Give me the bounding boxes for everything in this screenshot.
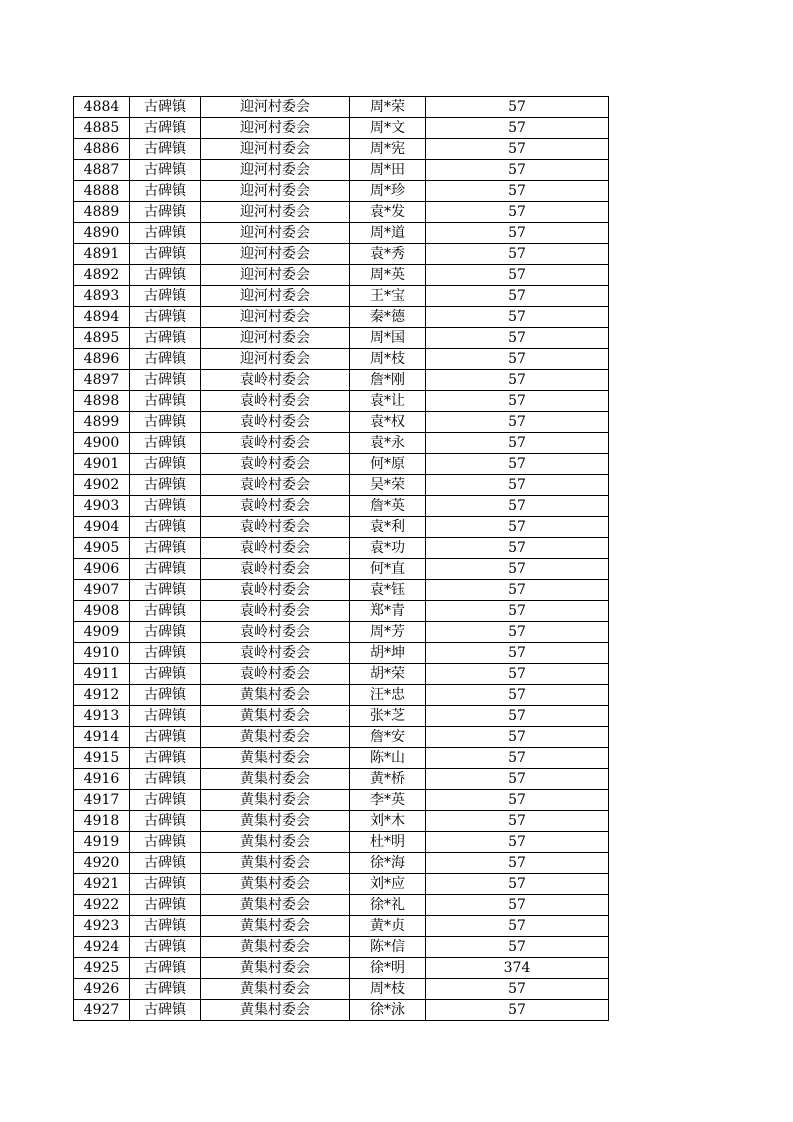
name-cell: 周*宪 (350, 139, 426, 160)
index-cell: 4911 (74, 664, 130, 685)
village-committee-cell: 迎河村委会 (201, 202, 350, 223)
table-row (74, 895, 609, 916)
town-cell: 古碑镇 (130, 811, 201, 832)
index-cell: 4886 (74, 139, 130, 160)
village-committee-cell: 黄集村委会 (201, 1000, 350, 1021)
amount-cell: 57 (426, 181, 609, 202)
amount-cell: 57 (426, 139, 609, 160)
village-committee-cell: 袁岭村委会 (201, 580, 350, 601)
table-row (74, 391, 609, 412)
index-cell: 4896 (74, 349, 130, 370)
village-committee-cell: 袁岭村委会 (201, 370, 350, 391)
amount-cell: 57 (426, 496, 609, 517)
village-committee-cell: 黄集村委会 (201, 874, 350, 895)
amount-cell: 57 (426, 328, 609, 349)
index-cell: 4905 (74, 538, 130, 559)
index-cell: 4901 (74, 454, 130, 475)
index-cell: 4924 (74, 937, 130, 958)
amount-cell: 57 (426, 391, 609, 412)
name-cell: 吴*荣 (350, 475, 426, 496)
table-row (74, 160, 609, 181)
table-row (74, 1000, 609, 1021)
index-cell: 4885 (74, 118, 130, 139)
index-cell: 4900 (74, 433, 130, 454)
table-row (74, 475, 609, 496)
village-committee-cell: 黄集村委会 (201, 916, 350, 937)
amount-cell: 57 (426, 538, 609, 559)
index-cell: 4906 (74, 559, 130, 580)
table-row (74, 370, 609, 391)
town-cell: 古碑镇 (130, 538, 201, 559)
town-cell: 古碑镇 (130, 244, 201, 265)
town-cell: 古碑镇 (130, 160, 201, 181)
table-row (74, 496, 609, 517)
village-committee-cell: 迎河村委会 (201, 160, 350, 181)
town-cell: 古碑镇 (130, 307, 201, 328)
index-cell: 4912 (74, 685, 130, 706)
town-cell: 古碑镇 (130, 664, 201, 685)
index-cell: 4913 (74, 706, 130, 727)
name-cell: 汪*忠 (350, 685, 426, 706)
name-cell: 胡*坤 (350, 643, 426, 664)
village-committee-cell: 袁岭村委会 (201, 496, 350, 517)
village-committee-cell: 黄集村委会 (201, 811, 350, 832)
village-committee-cell: 迎河村委会 (201, 265, 350, 286)
name-cell: 袁*功 (350, 538, 426, 559)
name-cell: 周*道 (350, 223, 426, 244)
table-row (74, 811, 609, 832)
index-cell: 4887 (74, 160, 130, 181)
amount-cell: 57 (426, 307, 609, 328)
table-row (74, 769, 609, 790)
name-cell: 袁*钰 (350, 580, 426, 601)
village-committee-cell: 袁岭村委会 (201, 391, 350, 412)
amount-cell: 57 (426, 937, 609, 958)
table-row (74, 244, 609, 265)
table-row (74, 202, 609, 223)
town-cell: 古碑镇 (130, 223, 201, 244)
town-cell: 古碑镇 (130, 328, 201, 349)
village-committee-cell: 袁岭村委会 (201, 538, 350, 559)
table-row (74, 916, 609, 937)
index-cell: 4918 (74, 811, 130, 832)
index-cell: 4888 (74, 181, 130, 202)
village-committee-cell: 袁岭村委会 (201, 475, 350, 496)
amount-cell: 57 (426, 475, 609, 496)
name-cell: 刘*木 (350, 811, 426, 832)
table-row (74, 223, 609, 244)
village-committee-cell: 黄集村委会 (201, 748, 350, 769)
village-committee-cell: 迎河村委会 (201, 97, 350, 118)
index-cell: 4914 (74, 727, 130, 748)
index-cell: 4902 (74, 475, 130, 496)
village-committee-cell: 迎河村委会 (201, 139, 350, 160)
table-row (74, 685, 609, 706)
amount-cell: 374 (426, 958, 609, 979)
amount-cell: 57 (426, 202, 609, 223)
town-cell: 古碑镇 (130, 517, 201, 538)
amount-cell: 57 (426, 622, 609, 643)
town-cell: 古碑镇 (130, 97, 201, 118)
name-cell: 黄*贞 (350, 916, 426, 937)
town-cell: 古碑镇 (130, 916, 201, 937)
amount-cell: 57 (426, 412, 609, 433)
table-row (74, 286, 609, 307)
table-row (74, 706, 609, 727)
amount-cell: 57 (426, 748, 609, 769)
village-committee-cell: 袁岭村委会 (201, 559, 350, 580)
amount-cell: 57 (426, 727, 609, 748)
village-committee-cell: 黄集村委会 (201, 853, 350, 874)
amount-cell: 57 (426, 517, 609, 538)
amount-cell: 57 (426, 370, 609, 391)
amount-cell: 57 (426, 454, 609, 475)
village-committee-cell: 袁岭村委会 (201, 601, 350, 622)
village-committee-cell: 袁岭村委会 (201, 517, 350, 538)
village-committee-cell: 黄集村委会 (201, 979, 350, 1000)
town-cell: 古碑镇 (130, 601, 201, 622)
amount-cell: 57 (426, 433, 609, 454)
amount-cell: 57 (426, 769, 609, 790)
town-cell: 古碑镇 (130, 895, 201, 916)
village-committee-cell: 迎河村委会 (201, 118, 350, 139)
amount-cell: 57 (426, 349, 609, 370)
amount-cell: 57 (426, 286, 609, 307)
amount-cell: 57 (426, 244, 609, 265)
town-cell: 古碑镇 (130, 853, 201, 874)
table-row (74, 349, 609, 370)
index-cell: 4895 (74, 328, 130, 349)
town-cell: 古碑镇 (130, 391, 201, 412)
index-cell: 4909 (74, 622, 130, 643)
name-cell: 徐*海 (350, 853, 426, 874)
village-committee-cell: 黄集村委会 (201, 832, 350, 853)
index-cell: 4894 (74, 307, 130, 328)
village-committee-cell: 迎河村委会 (201, 307, 350, 328)
index-cell: 4925 (74, 958, 130, 979)
table-row (74, 97, 609, 118)
village-committee-cell: 迎河村委会 (201, 328, 350, 349)
village-committee-cell: 黄集村委会 (201, 706, 350, 727)
village-committee-cell: 袁岭村委会 (201, 664, 350, 685)
index-cell: 4893 (74, 286, 130, 307)
table-row (74, 454, 609, 475)
town-cell: 古碑镇 (130, 475, 201, 496)
index-cell: 4891 (74, 244, 130, 265)
table-row (74, 601, 609, 622)
index-cell: 4926 (74, 979, 130, 1000)
table-row (74, 643, 609, 664)
town-cell: 古碑镇 (130, 874, 201, 895)
village-committee-cell: 迎河村委会 (201, 286, 350, 307)
index-cell: 4917 (74, 790, 130, 811)
table-row (74, 580, 609, 601)
table-row (74, 979, 609, 1000)
table-row (74, 664, 609, 685)
town-cell: 古碑镇 (130, 1000, 201, 1021)
index-cell: 4915 (74, 748, 130, 769)
amount-cell: 57 (426, 559, 609, 580)
town-cell: 古碑镇 (130, 580, 201, 601)
table-row (74, 265, 609, 286)
table-row (74, 328, 609, 349)
index-cell: 4904 (74, 517, 130, 538)
table-row (74, 181, 609, 202)
town-cell: 古碑镇 (130, 790, 201, 811)
town-cell: 古碑镇 (130, 496, 201, 517)
town-cell: 古碑镇 (130, 454, 201, 475)
name-cell: 黄*桥 (350, 769, 426, 790)
amount-cell: 57 (426, 832, 609, 853)
table-body (74, 97, 609, 1021)
village-committee-cell: 迎河村委会 (201, 181, 350, 202)
index-cell: 4916 (74, 769, 130, 790)
town-cell: 古碑镇 (130, 979, 201, 1000)
village-committee-cell: 黄集村委会 (201, 769, 350, 790)
amount-cell: 57 (426, 664, 609, 685)
name-cell: 周*英 (350, 265, 426, 286)
town-cell: 古碑镇 (130, 433, 201, 454)
table-row (74, 412, 609, 433)
amount-cell: 57 (426, 118, 609, 139)
table-row (74, 853, 609, 874)
amount-cell: 57 (426, 223, 609, 244)
amount-cell: 57 (426, 685, 609, 706)
index-cell: 4890 (74, 223, 130, 244)
index-cell: 4907 (74, 580, 130, 601)
table-row (74, 622, 609, 643)
amount-cell: 57 (426, 601, 609, 622)
town-cell: 古碑镇 (130, 286, 201, 307)
town-cell: 古碑镇 (130, 181, 201, 202)
name-cell: 何*原 (350, 454, 426, 475)
records-table (73, 96, 609, 1021)
name-cell: 徐*泳 (350, 1000, 426, 1021)
village-committee-cell: 黄集村委会 (201, 958, 350, 979)
name-cell: 何*直 (350, 559, 426, 580)
town-cell: 古碑镇 (130, 937, 201, 958)
name-cell: 周*芳 (350, 622, 426, 643)
town-cell: 古碑镇 (130, 706, 201, 727)
town-cell: 古碑镇 (130, 349, 201, 370)
table-row (74, 517, 609, 538)
name-cell: 徐*礼 (350, 895, 426, 916)
index-cell: 4919 (74, 832, 130, 853)
name-cell: 周*枝 (350, 349, 426, 370)
index-cell: 4898 (74, 391, 130, 412)
village-committee-cell: 黄集村委会 (201, 937, 350, 958)
village-committee-cell: 黄集村委会 (201, 685, 350, 706)
name-cell: 詹*英 (350, 496, 426, 517)
index-cell: 4923 (74, 916, 130, 937)
amount-cell: 57 (426, 916, 609, 937)
amount-cell: 57 (426, 790, 609, 811)
name-cell: 袁*权 (350, 412, 426, 433)
amount-cell: 57 (426, 160, 609, 181)
index-cell: 4908 (74, 601, 130, 622)
village-committee-cell: 袁岭村委会 (201, 643, 350, 664)
town-cell: 古碑镇 (130, 685, 201, 706)
table-row (74, 937, 609, 958)
amount-cell: 57 (426, 874, 609, 895)
village-committee-cell: 迎河村委会 (201, 349, 350, 370)
town-cell: 古碑镇 (130, 265, 201, 286)
name-cell: 袁*利 (350, 517, 426, 538)
village-committee-cell: 袁岭村委会 (201, 622, 350, 643)
table-row (74, 874, 609, 895)
index-cell: 4920 (74, 853, 130, 874)
index-cell: 4884 (74, 97, 130, 118)
name-cell: 刘*应 (350, 874, 426, 895)
name-cell: 袁*发 (350, 202, 426, 223)
amount-cell: 57 (426, 979, 609, 1000)
index-cell: 4892 (74, 265, 130, 286)
town-cell: 古碑镇 (130, 412, 201, 433)
index-cell: 4899 (74, 412, 130, 433)
amount-cell: 57 (426, 580, 609, 601)
name-cell: 詹*安 (350, 727, 426, 748)
town-cell: 古碑镇 (130, 139, 201, 160)
village-committee-cell: 黄集村委会 (201, 727, 350, 748)
name-cell: 李*英 (350, 790, 426, 811)
index-cell: 4903 (74, 496, 130, 517)
amount-cell: 57 (426, 97, 609, 118)
table-row (74, 139, 609, 160)
index-cell: 4927 (74, 1000, 130, 1021)
name-cell: 袁*让 (350, 391, 426, 412)
index-cell: 4897 (74, 370, 130, 391)
name-cell: 杜*明 (350, 832, 426, 853)
name-cell: 陈*信 (350, 937, 426, 958)
index-cell: 4922 (74, 895, 130, 916)
amount-cell: 57 (426, 811, 609, 832)
name-cell: 张*芝 (350, 706, 426, 727)
village-committee-cell: 袁岭村委会 (201, 454, 350, 475)
town-cell: 古碑镇 (130, 118, 201, 139)
name-cell: 陈*山 (350, 748, 426, 769)
town-cell: 古碑镇 (130, 622, 201, 643)
table-row (74, 559, 609, 580)
town-cell: 古碑镇 (130, 202, 201, 223)
village-committee-cell: 袁岭村委会 (201, 433, 350, 454)
town-cell: 古碑镇 (130, 769, 201, 790)
amount-cell: 57 (426, 265, 609, 286)
name-cell: 郑*青 (350, 601, 426, 622)
name-cell: 周*文 (350, 118, 426, 139)
town-cell: 古碑镇 (130, 643, 201, 664)
village-committee-cell: 袁岭村委会 (201, 412, 350, 433)
town-cell: 古碑镇 (130, 748, 201, 769)
name-cell: 胡*荣 (350, 664, 426, 685)
table-row (74, 433, 609, 454)
town-cell: 古碑镇 (130, 958, 201, 979)
table-row (74, 790, 609, 811)
village-committee-cell: 迎河村委会 (201, 244, 350, 265)
name-cell: 周*国 (350, 328, 426, 349)
table-row (74, 727, 609, 748)
table-row (74, 307, 609, 328)
amount-cell: 57 (426, 706, 609, 727)
index-cell: 4889 (74, 202, 130, 223)
village-committee-cell: 迎河村委会 (201, 223, 350, 244)
town-cell: 古碑镇 (130, 832, 201, 853)
table-row (74, 538, 609, 559)
name-cell: 周*荣 (350, 97, 426, 118)
name-cell: 秦*德 (350, 307, 426, 328)
name-cell: 袁*永 (350, 433, 426, 454)
town-cell: 古碑镇 (130, 559, 201, 580)
name-cell: 周*珍 (350, 181, 426, 202)
index-cell: 4910 (74, 643, 130, 664)
village-committee-cell: 黄集村委会 (201, 790, 350, 811)
name-cell: 袁*秀 (350, 244, 426, 265)
amount-cell: 57 (426, 1000, 609, 1021)
table-row (74, 748, 609, 769)
name-cell: 周*田 (350, 160, 426, 181)
amount-cell: 57 (426, 643, 609, 664)
town-cell: 古碑镇 (130, 727, 201, 748)
name-cell: 詹*刚 (350, 370, 426, 391)
amount-cell: 57 (426, 895, 609, 916)
name-cell: 周*枝 (350, 979, 426, 1000)
index-cell: 4921 (74, 874, 130, 895)
village-committee-cell: 黄集村委会 (201, 895, 350, 916)
amount-cell: 57 (426, 853, 609, 874)
table-row (74, 118, 609, 139)
town-cell: 古碑镇 (130, 370, 201, 391)
name-cell: 王*宝 (350, 286, 426, 307)
name-cell: 徐*明 (350, 958, 426, 979)
table-row (74, 958, 609, 979)
table-row (74, 832, 609, 853)
